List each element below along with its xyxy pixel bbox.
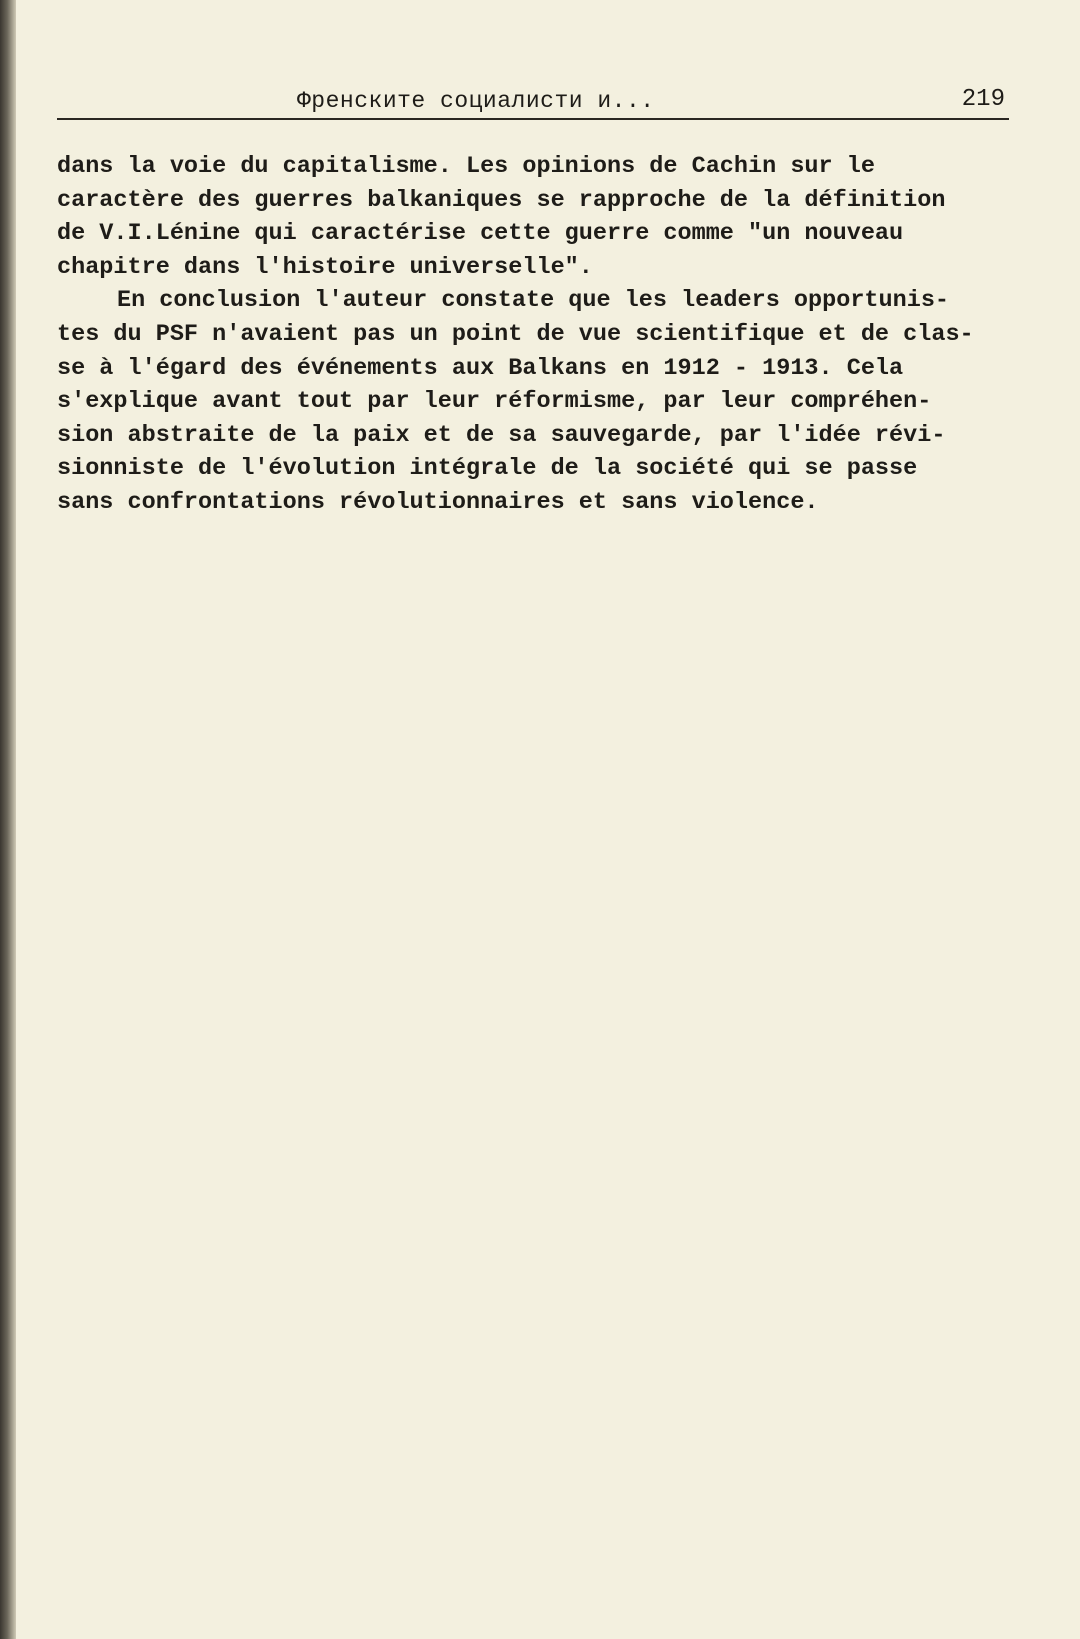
book-spine-shadow: [0, 0, 16, 1639]
body-text: [57, 150, 987, 520]
text-line: En conclusion l'auteur constate que les leaders opportunis-: [117, 287, 950, 315]
page-number: 219: [961, 86, 1005, 113]
text-line: sion abstraite de la paix et de sa sauvegarde, par l'idée révi-: [57, 421, 946, 449]
text-line: chapitre dans l'histoire universelle".: [57, 253, 593, 281]
text-line: dans la voie du capitalisme. Les opinions de Cachin sur le: [57, 153, 875, 180]
running-header: [57, 86, 1009, 120]
text-line: de V.I.Lénine qui caractérise cette guerre comme "un nouveau: [57, 220, 904, 248]
running-title: Френските социалисти и...: [297, 88, 655, 114]
text-line: tes du PSF n'avaient pas un point de vue scientifique et de clas-: [57, 320, 974, 348]
text-line: sans confrontations révolutionnaires et sans violence.: [57, 488, 819, 516]
text-line: s'explique avant tout par leur réformisme, par leur compréhen-: [57, 388, 932, 416]
text-line: sionniste de l'évolution intégrale de la société qui se passe: [57, 455, 918, 483]
text-line: se à l'égard des événements aux Balkans en 1912 - 1913. Cela: [57, 354, 904, 382]
text-line: caractère des guerres balkaniques se rapproche de la définition: [57, 186, 946, 214]
